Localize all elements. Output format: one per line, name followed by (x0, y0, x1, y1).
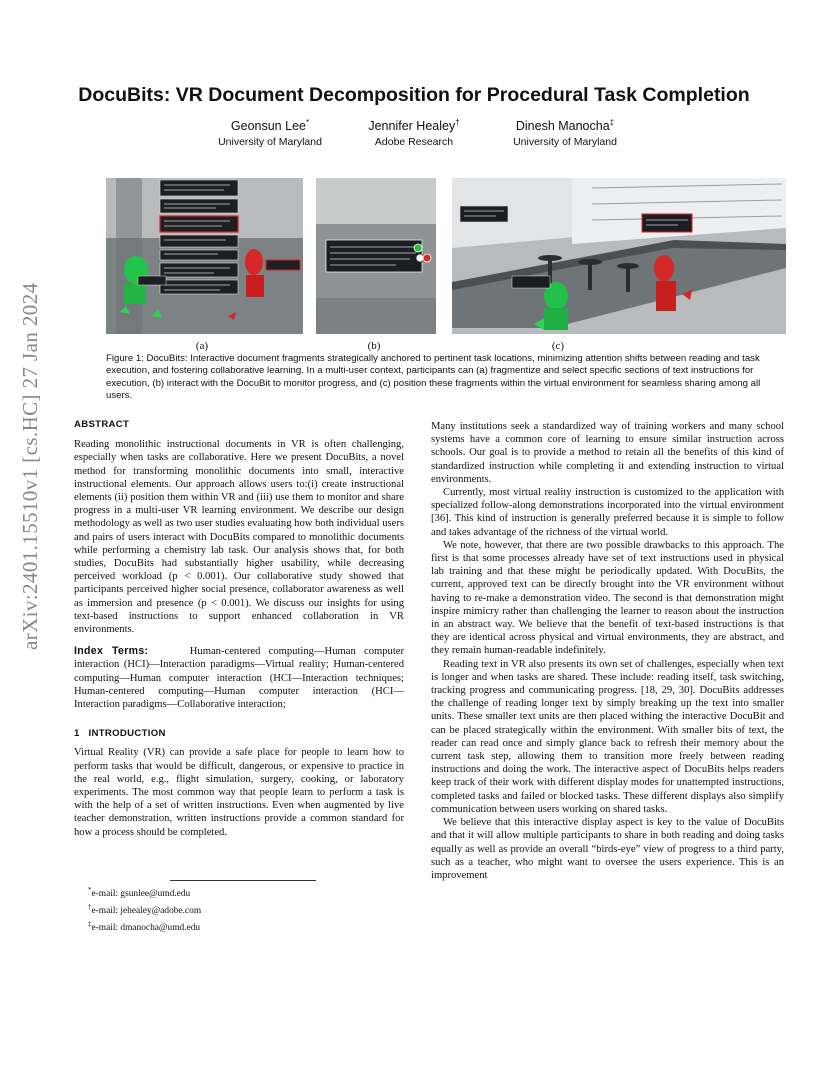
section-title: INTRODUCTION (88, 728, 166, 740)
body-paragraph-1: Many institutions seek a standardized way of training workers and many school systems have a common core of learning to ensure similar instruction across schools. Our goal is to provide a method to retain all the benefits of this kind of standardized instruction while completing it and extending instruction to virtual environments. (431, 421, 784, 485)
author-mark: * (305, 118, 310, 127)
index-terms-label: Index Terms: (74, 645, 149, 658)
vr-scene-c-image (452, 178, 786, 334)
panel-label-a: (a) (195, 340, 209, 352)
footnote-text: e-mail: gsunlee@umd.edu (91, 889, 191, 900)
footnote-mark: † (88, 903, 92, 912)
body-paragraph-4: Reading text in VR also presents its own set of challenges, especially when text is longer and when tasks are shared. These include: reading itself, task switching, tracking progress and communicating progress. [18, 29, 30]. DocuBits addresses the challenge of reading longer text by simply breaking up the text into smaller units. These smaller text units are then placed withing the interactive DocuBit and can be placed strategically within the environment. With smaller bits of text, the reader can read once and simply glance back to refresh their memory about the current task step, allowing them to transition more freely between reading instructions and doing the work. The interactive aspect of DocuBits helps readers keep track of their work with different display modes for unattempted instructions, completed tasks and failed or blocked tasks. These different displays also simplify communication between users working on shared tasks. (431, 658, 784, 815)
abstract-heading (74, 418, 404, 431)
abstract-text: Reading monolithic instructional documents in VR is often challenging, especially when tasks are collaborative. Here we present DocuBits, a novel method for transforming monolithic documents into small, interactive instructional elements. Our approach allows users to:(i) create instructional elements (ii) position them within VR and (iii) use them to monitor and share progress in a multi-user VR learning environment. We describe our design methodology as well as two user studies evaluating how both individual users and pairs of users interact with DocuBits compared to monolithic documents while performing a chemistry lab task. Our analysis shows that, for both studies, DocuBits had substantially higher usability, while decreasing perceived workload (p < 0.001). Our collaborative study showed that participants perceived higher social presence, collaborator awareness as well as immersion and presence (p < 0.001). We discuss our insights for using text-based instructions to support enhanced collaboration in VR environments. (74, 439, 404, 636)
author-affiliation: Adobe Research (374, 136, 454, 149)
body-paragraph-3: We note, however, that there are two possible drawbacks to this approach. The first is that some processes already have set of text instructions used in physical lab training and that these might be periodically updated. With DocuBits, the current, approved text can be directly brought into the VR environment without having to re-make a demonstration video. The second is that demonstration might inspire mimicry rather than challenging the learner to reason about the instruction in an abstract way. We believe that the benefit of text-based instructions is that they are identical across physical and virtual environments, they are abstract, and they remain human-readable indefinitely. (431, 539, 784, 657)
footnote-1 (88, 884, 418, 901)
vr-scene-b-image (316, 178, 436, 334)
index-terms-text: Human-centered computing—Human computer interaction (HCI)—Interaction paradigms—Virtual reality; Human-centered computing—Human computer interaction (HCI—Interaction techniques; Human-centered computing—Human computer interaction (HCI—Interaction paradigms—Collaborative interaction; (74, 646, 405, 711)
author-mark: ‡ (609, 118, 615, 127)
author-affiliation: University of Maryland (513, 136, 617, 149)
footnote-text: e-mail: jehealey@adobe.com (91, 906, 202, 917)
right-column (431, 420, 784, 882)
vr-scene-a-image (106, 178, 303, 334)
figure-panel-a (106, 178, 303, 334)
intro-heading (74, 727, 404, 740)
panel-label-c: (c) (551, 340, 565, 352)
figure-panel-b (316, 178, 436, 334)
figure-1 (106, 178, 786, 334)
figure-panel-c (452, 178, 786, 334)
author-name: Dinesh Manocha (515, 119, 610, 134)
author-mark: † (455, 118, 460, 127)
body-paragraph-5: We believe that this interactive display aspect is key to the value of DocuBits and that it will allow multiple participants to share in both reading and doing tasks equally as well as provide an overall “birds-eye” view of progress to a third party, such as a teacher, who might want to oversee the users experience. This is an improvement (431, 817, 784, 881)
index-terms (74, 645, 404, 711)
footnote-rule (170, 880, 316, 881)
author-affiliation: University of Maryland (218, 136, 322, 149)
intro-paragraph-1: Virtual Reality (VR) can provide a safe place for people to learn how to perform tasks that would be difficult, dangerous, or expensive to practice in the real world, e.g., flight simulation, surgery, cooking, or laboratory experiments. The most common way that people learn to perform a task is with the help of a set of written instructions. Even when augmented by live teacher demonstration, written instructions provide a common standard for how a process should be completed. (74, 747, 404, 838)
footnotes (88, 884, 418, 935)
footnote-mark: ‡ (88, 920, 92, 929)
panel-label-b: (b) (367, 340, 381, 352)
paper-title: DocuBits: VR Document Decomposition for Procedural Task Completion (78, 84, 750, 106)
footnote-mark: * (88, 886, 92, 894)
footnote-text: e-mail: dmanocha@umd.edu (91, 923, 201, 934)
body-paragraph-2: Currently, most virtual reality instruction is customized to the application with specialized follow-along demonstrations incorporated into the virtual environment [36]. This kind of instruction is generally preferred because it is simple to follow and takes advantage of the richness of the virtual world. (431, 487, 784, 538)
footnote-2 (88, 901, 418, 918)
author-name: Jennifer Healey (368, 119, 456, 134)
section-number: 1 (74, 728, 80, 740)
left-column (74, 418, 404, 839)
arxiv-stamp: arXiv:2401.15510v1 [cs.HC] 27 Jan 2024 (18, 282, 42, 650)
author-3 (455, 118, 675, 148)
abstract-heading-text: ABSTRACT (74, 419, 130, 430)
figure-caption: Figure 1: DocuBits: Interactive document fragments strategically anchored to pertinent task locations, minimizing attention shifts between reading and task execution, and fostering collaborative learning. In a multi-user context, participants can (a) fragmentize and select specific sections of text instructions for execution, (b) interact with the DocuBit to monitor progress, and (c) position these fragments within the virtual environment for seamless sharing among all users. (106, 353, 761, 402)
footnote-3 (88, 918, 418, 935)
author-name: Geonsun Lee (230, 119, 306, 134)
